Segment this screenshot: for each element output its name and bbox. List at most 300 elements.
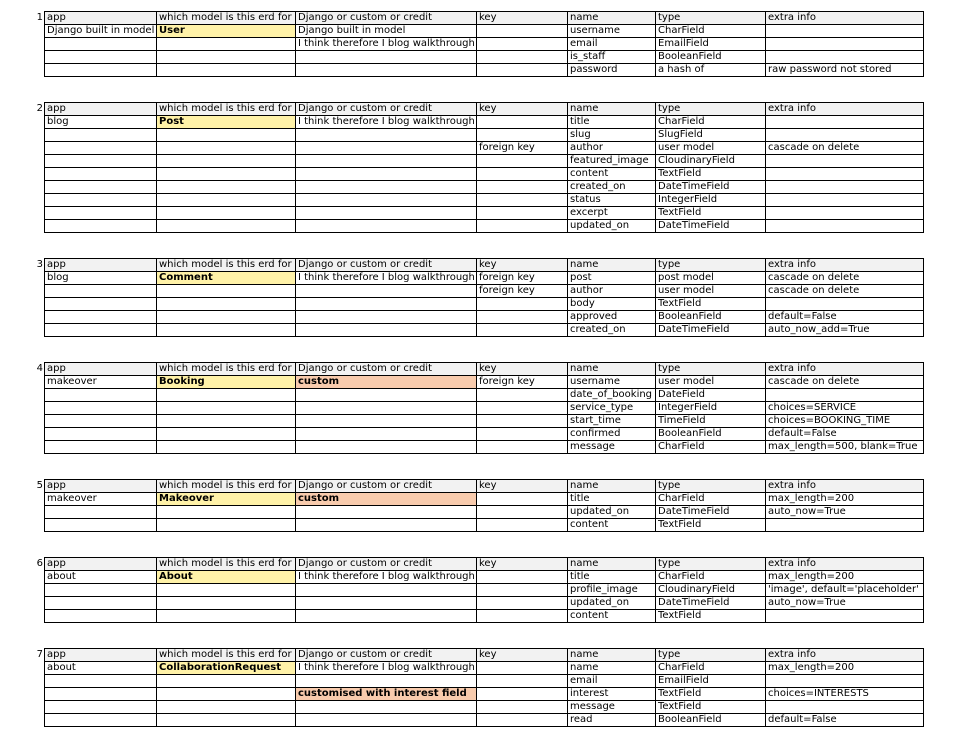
table-cell[interactable]	[477, 207, 568, 220]
table-cell[interactable]: auto_now=True	[766, 597, 924, 610]
table-cell[interactable]	[477, 402, 568, 415]
table-cell[interactable]: message	[568, 701, 656, 714]
table-cell[interactable]	[45, 428, 157, 441]
table-cell[interactable]	[157, 415, 296, 428]
table-cell[interactable]	[45, 675, 157, 688]
table-cell[interactable]: message	[568, 441, 656, 454]
table-cell[interactable]	[766, 220, 924, 233]
table-cell[interactable]	[766, 610, 924, 623]
table-cell[interactable]: makeover	[45, 493, 157, 506]
table-cell[interactable]: auto_now_add=True	[766, 324, 924, 337]
table-cell[interactable]	[157, 181, 296, 194]
table-cell[interactable]: I think therefore I blog walkthrough	[296, 116, 477, 129]
table-cell[interactable]: CloudinaryField	[656, 584, 766, 597]
header-cell[interactable]: app	[45, 649, 157, 662]
header-cell[interactable]: extra info	[766, 259, 924, 272]
header-cell[interactable]: name	[568, 363, 656, 376]
table-cell[interactable]: CollaborationRequest	[157, 662, 296, 675]
header-cell[interactable]: app	[45, 558, 157, 571]
header-cell[interactable]: extra info	[766, 103, 924, 116]
table-cell[interactable]	[296, 584, 477, 597]
table-cell[interactable]: TextField	[656, 298, 766, 311]
table-cell[interactable]: status	[568, 194, 656, 207]
table-cell[interactable]	[477, 688, 568, 701]
table-cell[interactable]: BooleanField	[656, 311, 766, 324]
header-cell[interactable]: key	[477, 480, 568, 493]
table-cell[interactable]: email	[568, 38, 656, 51]
table-cell[interactable]	[157, 64, 296, 77]
table-cell[interactable]: date_of_booking	[568, 389, 656, 402]
table-cell[interactable]	[45, 714, 157, 727]
table-cell[interactable]	[296, 194, 477, 207]
table-cell[interactable]	[477, 584, 568, 597]
table-cell[interactable]: I think therefore I blog walkthrough	[296, 662, 477, 675]
table-cell[interactable]: updated_on	[568, 506, 656, 519]
table-cell[interactable]	[157, 129, 296, 142]
table-cell[interactable]: post	[568, 272, 656, 285]
header-cell[interactable]: type	[656, 363, 766, 376]
table-cell[interactable]: default=False	[766, 714, 924, 727]
table-cell[interactable]	[157, 155, 296, 168]
table-cell[interactable]	[477, 610, 568, 623]
table-cell[interactable]	[766, 389, 924, 402]
table-cell[interactable]	[296, 285, 477, 298]
table-cell[interactable]	[45, 415, 157, 428]
table-cell[interactable]	[477, 168, 568, 181]
table-cell[interactable]: cascade on delete	[766, 376, 924, 389]
header-cell[interactable]: name	[568, 480, 656, 493]
table-cell[interactable]: username	[568, 376, 656, 389]
table-cell[interactable]	[45, 38, 157, 51]
table-cell[interactable]	[157, 519, 296, 532]
header-cell[interactable]: Django or custom or credit	[296, 259, 477, 272]
table-cell[interactable]: content	[568, 519, 656, 532]
header-cell[interactable]: key	[477, 103, 568, 116]
table-cell[interactable]	[157, 51, 296, 64]
table-cell[interactable]: author	[568, 285, 656, 298]
table-cell[interactable]	[477, 701, 568, 714]
table-cell[interactable]: choices=BOOKING_TIME	[766, 415, 924, 428]
header-cell[interactable]: extra info	[766, 363, 924, 376]
table-cell[interactable]: foreign key	[477, 272, 568, 285]
table-cell[interactable]: user model	[656, 376, 766, 389]
table-cell[interactable]	[296, 207, 477, 220]
table-cell[interactable]	[45, 584, 157, 597]
table-cell[interactable]	[157, 701, 296, 714]
table-cell[interactable]: DateField	[656, 389, 766, 402]
table-cell[interactable]: customised with interest field	[296, 688, 477, 701]
table-cell[interactable]	[157, 714, 296, 727]
table-cell[interactable]	[477, 415, 568, 428]
table-cell[interactable]	[157, 324, 296, 337]
table-cell[interactable]: featured_image	[568, 155, 656, 168]
table-cell[interactable]	[45, 181, 157, 194]
table-cell[interactable]: username	[568, 25, 656, 38]
table-cell[interactable]	[477, 324, 568, 337]
table-cell[interactable]	[157, 597, 296, 610]
table-cell[interactable]	[766, 129, 924, 142]
header-cell[interactable]: which model is this erd for	[157, 649, 296, 662]
table-cell[interactable]	[477, 64, 568, 77]
table-cell[interactable]	[296, 64, 477, 77]
table-cell[interactable]: approved	[568, 311, 656, 324]
table-cell[interactable]: choices=INTERESTS	[766, 688, 924, 701]
header-cell[interactable]: type	[656, 259, 766, 272]
table-cell[interactable]: user model	[656, 142, 766, 155]
table-cell[interactable]: Post	[157, 116, 296, 129]
table-cell[interactable]	[157, 610, 296, 623]
table-cell[interactable]: blog	[45, 116, 157, 129]
header-cell[interactable]: Django or custom or credit	[296, 480, 477, 493]
table-cell[interactable]: CharField	[656, 116, 766, 129]
table-cell[interactable]	[45, 207, 157, 220]
table-cell[interactable]	[477, 298, 568, 311]
header-cell[interactable]: type	[656, 558, 766, 571]
table-cell[interactable]: name	[568, 662, 656, 675]
table-cell[interactable]	[296, 142, 477, 155]
table-cell[interactable]	[157, 675, 296, 688]
header-cell[interactable]: name	[568, 259, 656, 272]
table-cell[interactable]	[45, 610, 157, 623]
table-cell[interactable]	[296, 519, 477, 532]
table-cell[interactable]	[477, 155, 568, 168]
table-cell[interactable]: I think therefore I blog walkthrough	[296, 571, 477, 584]
table-cell[interactable]: cascade on delete	[766, 285, 924, 298]
table-cell[interactable]	[45, 389, 157, 402]
table-cell[interactable]	[296, 701, 477, 714]
table-cell[interactable]	[766, 701, 924, 714]
header-cell[interactable]: type	[656, 480, 766, 493]
table-cell[interactable]: makeover	[45, 376, 157, 389]
table-cell[interactable]	[766, 116, 924, 129]
table-cell[interactable]	[296, 51, 477, 64]
table-cell[interactable]: foreign key	[477, 376, 568, 389]
table-cell[interactable]	[296, 415, 477, 428]
table-cell[interactable]: TextField	[656, 207, 766, 220]
table-cell[interactable]	[45, 168, 157, 181]
table-cell[interactable]	[157, 402, 296, 415]
table-cell[interactable]	[296, 428, 477, 441]
table-cell[interactable]	[296, 311, 477, 324]
table-cell[interactable]: cascade on delete	[766, 142, 924, 155]
table-cell[interactable]	[45, 311, 157, 324]
table-cell[interactable]	[477, 311, 568, 324]
table-cell[interactable]: BooleanField	[656, 714, 766, 727]
table-cell[interactable]: User	[157, 25, 296, 38]
table-cell[interactable]: foreign key	[477, 142, 568, 155]
table-cell[interactable]	[45, 506, 157, 519]
table-cell[interactable]: blog	[45, 272, 157, 285]
table-cell[interactable]: Django built in model	[45, 25, 157, 38]
table-cell[interactable]: DateTimeField	[656, 181, 766, 194]
table-cell[interactable]: EmailField	[656, 38, 766, 51]
table-cell[interactable]	[45, 688, 157, 701]
table-cell[interactable]: title	[568, 571, 656, 584]
table-cell[interactable]: is_staff	[568, 51, 656, 64]
table-cell[interactable]: profile_image	[568, 584, 656, 597]
header-cell[interactable]: app	[45, 259, 157, 272]
table-cell[interactable]: DateTimeField	[656, 506, 766, 519]
header-cell[interactable]: name	[568, 649, 656, 662]
table-cell[interactable]: Booking	[157, 376, 296, 389]
table-cell[interactable]: choices=SERVICE	[766, 402, 924, 415]
table-cell[interactable]: service_type	[568, 402, 656, 415]
table-cell[interactable]	[477, 662, 568, 675]
table-cell[interactable]: max_length=200	[766, 493, 924, 506]
table-cell[interactable]: foreign key	[477, 285, 568, 298]
table-cell[interactable]: cascade on delete	[766, 272, 924, 285]
header-cell[interactable]: which model is this erd for	[157, 480, 296, 493]
table-cell[interactable]	[477, 519, 568, 532]
table-cell[interactable]: excerpt	[568, 207, 656, 220]
table-cell[interactable]	[477, 571, 568, 584]
table-cell[interactable]	[766, 51, 924, 64]
table-cell[interactable]: SlugField	[656, 129, 766, 142]
table-cell[interactable]	[766, 675, 924, 688]
header-cell[interactable]: type	[656, 12, 766, 25]
table-cell[interactable]	[45, 220, 157, 233]
header-cell[interactable]: key	[477, 649, 568, 662]
table-cell[interactable]	[477, 441, 568, 454]
table-cell[interactable]: TextField	[656, 701, 766, 714]
table-cell[interactable]: EmailField	[656, 675, 766, 688]
table-cell[interactable]	[766, 298, 924, 311]
header-cell[interactable]: name	[568, 12, 656, 25]
table-cell[interactable]	[45, 285, 157, 298]
table-cell[interactable]	[296, 610, 477, 623]
table-cell[interactable]	[766, 168, 924, 181]
table-cell[interactable]	[477, 389, 568, 402]
header-cell[interactable]: name	[568, 103, 656, 116]
table-cell[interactable]: created_on	[568, 181, 656, 194]
table-cell[interactable]: TextField	[656, 610, 766, 623]
table-cell[interactable]: DateTimeField	[656, 324, 766, 337]
table-cell[interactable]	[45, 51, 157, 64]
table-cell[interactable]: CharField	[656, 493, 766, 506]
table-cell[interactable]: IntegerField	[656, 402, 766, 415]
table-cell[interactable]	[157, 428, 296, 441]
table-cell[interactable]: TimeField	[656, 415, 766, 428]
header-cell[interactable]: key	[477, 259, 568, 272]
table-cell[interactable]: TextField	[656, 168, 766, 181]
table-cell[interactable]	[45, 402, 157, 415]
table-cell[interactable]: BooleanField	[656, 428, 766, 441]
table-cell[interactable]: DateTimeField	[656, 220, 766, 233]
table-cell[interactable]	[157, 142, 296, 155]
table-cell[interactable]: password	[568, 64, 656, 77]
table-cell[interactable]	[157, 311, 296, 324]
table-cell[interactable]: author	[568, 142, 656, 155]
header-cell[interactable]: which model is this erd for	[157, 363, 296, 376]
table-cell[interactable]: Comment	[157, 272, 296, 285]
table-cell[interactable]: title	[568, 493, 656, 506]
table-cell[interactable]: content	[568, 610, 656, 623]
header-cell[interactable]: app	[45, 12, 157, 25]
table-cell[interactable]	[766, 194, 924, 207]
table-cell[interactable]	[766, 38, 924, 51]
table-cell[interactable]	[477, 129, 568, 142]
table-cell[interactable]: auto_now=True	[766, 506, 924, 519]
table-cell[interactable]	[45, 142, 157, 155]
table-cell[interactable]: max_length=500, blank=True	[766, 441, 924, 454]
table-cell[interactable]	[157, 285, 296, 298]
table-cell[interactable]: DateTimeField	[656, 597, 766, 610]
table-cell[interactable]	[45, 155, 157, 168]
table-cell[interactable]: title	[568, 116, 656, 129]
header-cell[interactable]: type	[656, 649, 766, 662]
table-cell[interactable]	[296, 402, 477, 415]
header-cell[interactable]: type	[656, 103, 766, 116]
table-cell[interactable]	[296, 675, 477, 688]
table-cell[interactable]: Makeover	[157, 493, 296, 506]
table-cell[interactable]	[157, 207, 296, 220]
table-cell[interactable]	[296, 597, 477, 610]
table-cell[interactable]	[45, 298, 157, 311]
table-cell[interactable]	[157, 220, 296, 233]
header-cell[interactable]: key	[477, 12, 568, 25]
table-cell[interactable]: updated_on	[568, 220, 656, 233]
table-cell[interactable]: IntegerField	[656, 194, 766, 207]
table-cell[interactable]	[157, 168, 296, 181]
table-cell[interactable]: confirmed	[568, 428, 656, 441]
table-cell[interactable]: interest	[568, 688, 656, 701]
header-cell[interactable]: Django or custom or credit	[296, 363, 477, 376]
table-cell[interactable]	[296, 389, 477, 402]
table-cell[interactable]: 'image', default='placeholder'	[766, 584, 924, 597]
table-cell[interactable]: read	[568, 714, 656, 727]
table-cell[interactable]: TextField	[656, 519, 766, 532]
header-cell[interactable]: app	[45, 103, 157, 116]
table-cell[interactable]: about	[45, 571, 157, 584]
table-cell[interactable]	[477, 38, 568, 51]
header-cell[interactable]: Django or custom or credit	[296, 103, 477, 116]
table-cell[interactable]	[157, 441, 296, 454]
table-cell[interactable]	[45, 441, 157, 454]
table-cell[interactable]	[157, 389, 296, 402]
table-cell[interactable]	[296, 181, 477, 194]
table-cell[interactable]: CloudinaryField	[656, 155, 766, 168]
table-cell[interactable]	[477, 597, 568, 610]
table-cell[interactable]: Django built in model	[296, 25, 477, 38]
table-cell[interactable]	[766, 25, 924, 38]
header-cell[interactable]: app	[45, 480, 157, 493]
table-cell[interactable]	[296, 714, 477, 727]
table-cell[interactable]: email	[568, 675, 656, 688]
header-cell[interactable]: which model is this erd for	[157, 558, 296, 571]
table-cell[interactable]: CharField	[656, 571, 766, 584]
header-cell[interactable]: name	[568, 558, 656, 571]
table-cell[interactable]	[296, 506, 477, 519]
header-cell[interactable]: which model is this erd for	[157, 103, 296, 116]
table-cell[interactable]	[45, 519, 157, 532]
table-cell[interactable]: body	[568, 298, 656, 311]
table-cell[interactable]: default=False	[766, 311, 924, 324]
header-cell[interactable]: app	[45, 363, 157, 376]
table-cell[interactable]	[45, 324, 157, 337]
header-cell[interactable]: key	[477, 558, 568, 571]
table-cell[interactable]	[477, 714, 568, 727]
header-cell[interactable]: extra info	[766, 480, 924, 493]
table-cell[interactable]: I think therefore I blog walkthrough	[296, 38, 477, 51]
table-cell[interactable]: TextField	[656, 688, 766, 701]
table-cell[interactable]: created_on	[568, 324, 656, 337]
table-cell[interactable]	[296, 168, 477, 181]
table-cell[interactable]: default=False	[766, 428, 924, 441]
header-cell[interactable]: extra info	[766, 649, 924, 662]
table-cell[interactable]	[45, 129, 157, 142]
header-cell[interactable]: key	[477, 363, 568, 376]
table-cell[interactable]	[477, 181, 568, 194]
table-cell[interactable]	[157, 584, 296, 597]
table-cell[interactable]	[296, 155, 477, 168]
table-cell[interactable]: content	[568, 168, 656, 181]
table-cell[interactable]: About	[157, 571, 296, 584]
table-cell[interactable]	[45, 597, 157, 610]
table-cell[interactable]	[296, 298, 477, 311]
header-cell[interactable]: Django or custom or credit	[296, 12, 477, 25]
table-cell[interactable]	[477, 675, 568, 688]
table-cell[interactable]	[766, 207, 924, 220]
table-cell[interactable]	[296, 220, 477, 233]
table-cell[interactable]	[157, 506, 296, 519]
table-cell[interactable]	[766, 519, 924, 532]
table-cell[interactable]	[45, 701, 157, 714]
table-cell[interactable]	[296, 441, 477, 454]
table-cell[interactable]: BooleanField	[656, 51, 766, 64]
table-cell[interactable]	[296, 324, 477, 337]
table-cell[interactable]	[157, 688, 296, 701]
table-cell[interactable]: custom	[296, 376, 477, 389]
header-cell[interactable]: Django or custom or credit	[296, 558, 477, 571]
table-cell[interactable]: custom	[296, 493, 477, 506]
header-cell[interactable]: which model is this erd for	[157, 12, 296, 25]
table-cell[interactable]: max_length=200	[766, 571, 924, 584]
table-cell[interactable]	[45, 194, 157, 207]
table-cell[interactable]	[766, 155, 924, 168]
table-cell[interactable]: post model	[656, 272, 766, 285]
table-cell[interactable]: raw password not stored	[766, 64, 924, 77]
table-cell[interactable]	[477, 116, 568, 129]
table-cell[interactable]	[477, 25, 568, 38]
table-cell[interactable]	[157, 298, 296, 311]
table-cell[interactable]	[477, 51, 568, 64]
table-cell[interactable]: about	[45, 662, 157, 675]
table-cell[interactable]: CharField	[656, 441, 766, 454]
table-cell[interactable]: CharField	[656, 662, 766, 675]
header-cell[interactable]: extra info	[766, 558, 924, 571]
table-cell[interactable]: CharField	[656, 25, 766, 38]
header-cell[interactable]: Django or custom or credit	[296, 649, 477, 662]
table-cell[interactable]: max_length=200	[766, 662, 924, 675]
table-cell[interactable]	[45, 64, 157, 77]
table-cell[interactable]	[477, 220, 568, 233]
table-cell[interactable]	[157, 194, 296, 207]
table-cell[interactable]: updated_on	[568, 597, 656, 610]
header-cell[interactable]: extra info	[766, 12, 924, 25]
header-cell[interactable]: which model is this erd for	[157, 259, 296, 272]
table-cell[interactable]: I think therefore I blog walkthrough	[296, 272, 477, 285]
table-cell[interactable]	[157, 38, 296, 51]
table-cell[interactable]	[477, 493, 568, 506]
table-cell[interactable]	[766, 181, 924, 194]
table-cell[interactable]: start_time	[568, 415, 656, 428]
table-cell[interactable]: user model	[656, 285, 766, 298]
table-cell[interactable]	[296, 129, 477, 142]
table-cell[interactable]	[477, 194, 568, 207]
table-cell[interactable]	[477, 506, 568, 519]
table-cell[interactable]: slug	[568, 129, 656, 142]
table-cell[interactable]: a hash of	[656, 64, 766, 77]
